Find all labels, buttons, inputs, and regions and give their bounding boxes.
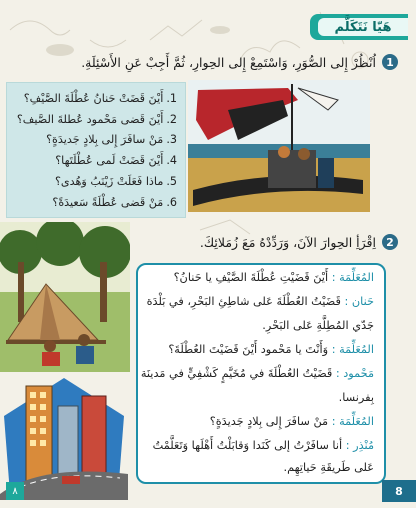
dialogue-box <box>136 263 386 484</box>
page-number: 8 <box>382 480 416 502</box>
section-title: هَيّا نَتَكَلَّم <box>318 18 408 36</box>
question-item: 2. أَيْنَ قَضى مَحْمود عُطلةَ الصَّيف؟ <box>16 112 177 126</box>
page-number-arabic: ٨ <box>6 482 24 500</box>
instruction-1-number: 1 <box>382 54 398 70</box>
instruction-1-text: اُنْظُرْ إِلى الصُّوَرِ، وَاسْتَمِعْ إِلى الحِوارِ، ثُمَّ أَجِبْ عَنِ الأَسْئِلَةِ. <box>81 54 376 70</box>
question-item: 6. مَنْ قَضى عُطْلَةً سَعيدَةً؟ <box>52 195 177 209</box>
boat-illustration <box>188 80 370 212</box>
dialogue-line: مَحْمود : قَضَيْتُ العُطْلَةَ في مُخَيَّمٍ كَشْفِيٍّ في مَدينَة <box>140 367 374 380</box>
instruction-2-text: اِقْرَأِ الحِوارَ الآنَ، وَرَدِّدْهُ مَعَ زُمَلائِكَ. <box>199 234 376 250</box>
dialogue-line: المُعَلِّمَة : أَيْنَ قَضَيْتِ عُطْلَةَ الصَّيْفِ يا حَنانُ؟ <box>173 271 374 284</box>
question-item: 5. ماذا فَعَلَتْ زَيْنَبُ وَهُدى؟ <box>54 174 177 188</box>
dialogue-line: بِفرنسا. <box>338 391 374 404</box>
instruction-2 <box>200 234 398 250</box>
dialogue-line: حَنان : قَضَيْتُ العُطْلَةَ عَلى شاطِئِ البَحْرِ، في بَلْدَة <box>146 295 374 308</box>
dialogue-line: جَدّي المُطِلَّةِ عَلى البَحْرِ. <box>262 319 374 332</box>
question-item: 4. أَيْنَ قَضَتْ لَمى عُطْلَتَها؟ <box>55 154 177 168</box>
question-item: 3. مَنْ سافَرَ إِلى بِلادٍ جَديدَةٍ؟ <box>46 133 177 147</box>
questions-box <box>6 82 186 218</box>
dialogue-line: المُعَلِّمَة : وَأَنْتَ يا مَحْمود أَيْنَ قَضَيْتَ العُطْلَةَ؟ <box>168 343 374 356</box>
camping-illustration <box>0 222 130 372</box>
instruction-2-number: 2 <box>382 234 398 250</box>
instruction-1 <box>81 54 398 70</box>
dialogue-line: المُعَلِّمَة : مَنْ سافَرَ إِلى بِلادٍ جَديدَةٍ؟ <box>209 415 374 428</box>
dialogue-line: عَلى طَريقَةِ حَياتِهِم. <box>283 461 374 474</box>
section-tag <box>310 14 408 40</box>
questions-list <box>7 83 185 213</box>
question-item: 1. أَيْنَ قَضَتْ حَنانُ عُطْلَةَ الصَّيْفِ؟ <box>23 92 177 105</box>
dialogue-line: مُنْذِر : أنا سافَرْتُ إلى كَنَدا وَقابَلْتُ أَهْلَها وَتَعَلَّمْتُ <box>152 439 374 452</box>
